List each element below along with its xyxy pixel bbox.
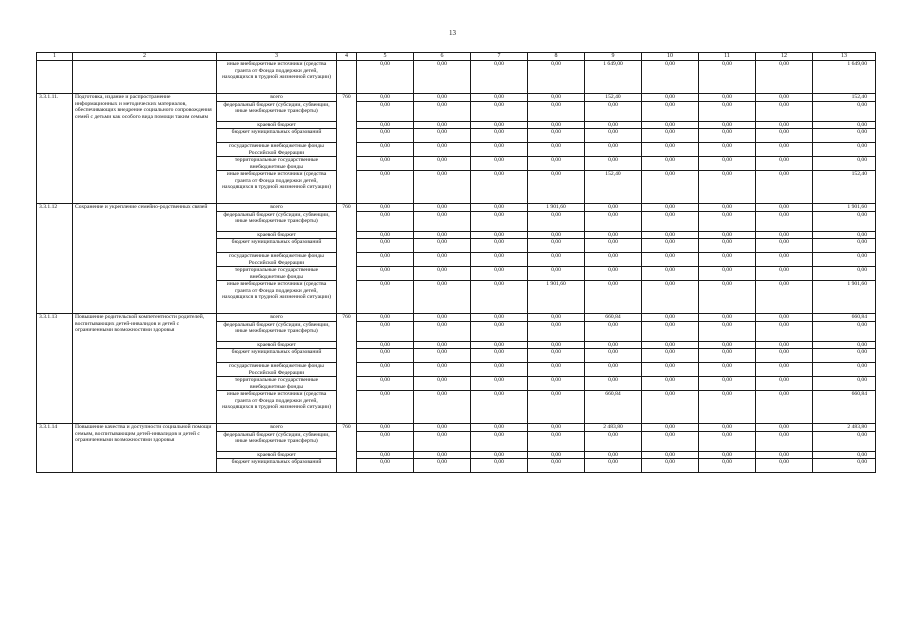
item-name: Подготовка, издание и распространение информационных и методических материалов, обеспечивающих внедрение социального сопровождения семей с детьми как особого вида помощи таким семьям xyxy=(73,94,217,204)
value-cell: 0,00 xyxy=(699,231,756,239)
value-cell: 0,00 xyxy=(585,459,642,473)
value-cell: 0,00 xyxy=(813,267,876,281)
value-cell: 0,00 xyxy=(471,211,528,231)
value-cell: 0,00 xyxy=(471,157,528,171)
value-cell: 0,00 xyxy=(642,211,699,231)
value-cell: 0,00 xyxy=(756,61,813,94)
value-cell: 0,00 xyxy=(585,143,642,157)
value-cell: 0,00 xyxy=(585,231,642,239)
value-cell: 0,00 xyxy=(699,363,756,377)
item-code: 3.3.1.13 xyxy=(37,314,73,424)
funding-source: всего xyxy=(217,204,337,212)
value-cell: 0,00 xyxy=(471,349,528,363)
value-cell: 0,00 xyxy=(414,231,471,239)
value-cell: 0,00 xyxy=(642,129,699,143)
value-cell: 0,00 xyxy=(585,267,642,281)
value-cell: 0,00 xyxy=(642,101,699,121)
value-cell: 1 901,60 xyxy=(813,281,876,314)
column-number: 6 xyxy=(414,53,471,61)
value-cell: 0,00 xyxy=(357,231,414,239)
value-cell: 0,00 xyxy=(756,231,813,239)
funding-source: территориальные государственные внебюджетные фонды xyxy=(217,377,337,391)
value-cell: 0,00 xyxy=(528,121,585,129)
value-cell: 0,00 xyxy=(699,377,756,391)
value-cell: 0,00 xyxy=(813,431,876,451)
value-cell: 0,00 xyxy=(471,94,528,102)
funding-source: федеральный бюджет (субсидии, субвенции, иные межбюджетные трансферты) xyxy=(217,101,337,121)
column-number: 12 xyxy=(756,53,813,61)
budget-table-body xyxy=(37,53,876,473)
value-cell: 0,00 xyxy=(585,204,642,212)
funding-source: территориальные государственные внебюджетные фонды xyxy=(217,267,337,281)
value-cell: 0,00 xyxy=(414,459,471,473)
column-number: 13 xyxy=(813,53,876,61)
value-cell: 0,00 xyxy=(756,157,813,171)
value-cell: 0,00 xyxy=(585,363,642,377)
item-grbs-code: 760 xyxy=(337,94,357,204)
value-cell: 0,00 xyxy=(642,94,699,102)
value-cell: 0,00 xyxy=(699,424,756,432)
value-cell: 0,00 xyxy=(642,341,699,349)
value-cell: 0,00 xyxy=(414,363,471,377)
value-cell: 0,00 xyxy=(357,281,414,314)
item-name: Сохранение и укрепление семейно-родственных связей xyxy=(73,204,217,314)
value-cell: 0,00 xyxy=(813,231,876,239)
value-cell: 0,00 xyxy=(471,431,528,451)
value-cell: 152,40 xyxy=(585,94,642,102)
table-row xyxy=(37,94,876,102)
value-cell: 0,00 xyxy=(756,321,813,341)
value-cell: 0,00 xyxy=(813,101,876,121)
value-cell: 0,00 xyxy=(414,341,471,349)
value-cell: 0,00 xyxy=(642,239,699,253)
funding-source: бюджет муниципальных образований xyxy=(217,239,337,253)
value-cell: 0,00 xyxy=(414,171,471,204)
item-name: Повышение качества и доступности социальной помощи семьям, воспитывающим детей-инвалидов и детей с ограниченными возможностями здоровья xyxy=(73,424,217,473)
funding-source: всего xyxy=(217,314,337,322)
value-cell: 0,00 xyxy=(756,314,813,322)
value-cell: 0,00 xyxy=(756,239,813,253)
value-cell: 0,00 xyxy=(813,157,876,171)
value-cell: 0,00 xyxy=(585,211,642,231)
value-cell: 0,00 xyxy=(471,281,528,314)
item-name: Повышение родительской компетентности родителей, воспитывающих детей-инвалидов и детей с ограниченными возможностями здоровья xyxy=(73,314,217,424)
value-cell: 0,00 xyxy=(414,391,471,424)
value-cell: 0,00 xyxy=(585,451,642,459)
value-cell: 0,00 xyxy=(471,377,528,391)
value-cell: 0,00 xyxy=(699,253,756,267)
empty-cell xyxy=(73,61,217,94)
value-cell: 0,00 xyxy=(471,171,528,204)
value-cell: 0,00 xyxy=(357,377,414,391)
value-cell: 0,00 xyxy=(642,157,699,171)
value-cell: 0,00 xyxy=(357,239,414,253)
value-cell: 0,00 xyxy=(357,171,414,204)
funding-source: иные внебюджетные источники (средства гранта от Фонда поддержки детей, находящихся в трудной жизненной ситуации) xyxy=(217,171,337,204)
value-cell: 0,00 xyxy=(357,101,414,121)
value-cell: 0,00 xyxy=(357,267,414,281)
value-cell: 152,40 xyxy=(813,171,876,204)
value-cell: 0,00 xyxy=(585,129,642,143)
value-cell: 0,00 xyxy=(528,459,585,473)
value-cell: 0,00 xyxy=(528,253,585,267)
value-cell: 0,00 xyxy=(756,129,813,143)
value-cell: 0,00 xyxy=(813,363,876,377)
value-cell: 0,00 xyxy=(357,363,414,377)
empty-cell xyxy=(37,61,73,94)
funding-source: иные внебюджетные источники (средства гранта от Фонда поддержки детей, находящихся в трудной жизненной ситуации) xyxy=(217,61,337,94)
value-cell: 0,00 xyxy=(699,143,756,157)
value-cell: 0,00 xyxy=(414,253,471,267)
item-grbs-code: 760 xyxy=(337,424,357,473)
value-cell: 660,84 xyxy=(813,314,876,322)
value-cell: 0,00 xyxy=(528,431,585,451)
value-cell: 0,00 xyxy=(528,314,585,322)
value-cell: 0,00 xyxy=(357,341,414,349)
value-cell: 0,00 xyxy=(414,349,471,363)
value-cell: 660,84 xyxy=(585,314,642,322)
value-cell: 0,00 xyxy=(528,377,585,391)
funding-source: краевой бюджет xyxy=(217,231,337,239)
value-cell: 0,00 xyxy=(414,121,471,129)
value-cell: 0,00 xyxy=(813,349,876,363)
column-number: 1 xyxy=(37,53,73,61)
value-cell: 0,00 xyxy=(756,451,813,459)
value-cell: 0,00 xyxy=(585,101,642,121)
value-cell: 0,00 xyxy=(756,171,813,204)
value-cell: 0,00 xyxy=(585,349,642,363)
value-cell: 0,00 xyxy=(471,143,528,157)
value-cell: 0,00 xyxy=(642,391,699,424)
value-cell: 0,00 xyxy=(357,253,414,267)
value-cell: 0,00 xyxy=(699,129,756,143)
value-cell: 0,00 xyxy=(471,451,528,459)
value-cell: 0,00 xyxy=(414,101,471,121)
value-cell: 0,00 xyxy=(528,451,585,459)
value-cell: 0,00 xyxy=(528,391,585,424)
value-cell: 0,00 xyxy=(471,101,528,121)
value-cell: 1 901,60 xyxy=(813,204,876,212)
column-number-row xyxy=(37,53,876,61)
value-cell: 0,00 xyxy=(471,204,528,212)
value-cell: 0,00 xyxy=(357,424,414,432)
value-cell: 0,00 xyxy=(357,157,414,171)
value-cell: 0,00 xyxy=(642,431,699,451)
funding-source: бюджет муниципальных образований xyxy=(217,129,337,143)
item-code: 3.3.1.11. xyxy=(37,94,73,204)
value-cell: 0,00 xyxy=(642,281,699,314)
value-cell: 0,00 xyxy=(528,157,585,171)
value-cell: 0,00 xyxy=(528,321,585,341)
value-cell: 0,00 xyxy=(642,451,699,459)
value-cell: 0,00 xyxy=(528,143,585,157)
value-cell: 0,00 xyxy=(414,281,471,314)
value-cell: 660,84 xyxy=(585,391,642,424)
item-grbs-code: 760 xyxy=(337,314,357,424)
column-number: 9 xyxy=(585,53,642,61)
value-cell: 0,00 xyxy=(813,321,876,341)
value-cell: 0,00 xyxy=(414,239,471,253)
value-cell: 1 649,00 xyxy=(585,61,642,94)
value-cell: 0,00 xyxy=(471,129,528,143)
value-cell: 0,00 xyxy=(528,231,585,239)
value-cell: 0,00 xyxy=(699,101,756,121)
value-cell: 2 483,80 xyxy=(813,424,876,432)
funding-source: всего xyxy=(217,424,337,432)
value-cell: 0,00 xyxy=(699,431,756,451)
empty-cell xyxy=(337,61,357,94)
value-cell: 0,00 xyxy=(414,211,471,231)
funding-source: государственные внебюджетные фонды Российской Федерации xyxy=(217,143,337,157)
value-cell: 0,00 xyxy=(528,349,585,363)
value-cell: 0,00 xyxy=(471,459,528,473)
value-cell: 0,00 xyxy=(414,157,471,171)
value-cell: 0,00 xyxy=(357,459,414,473)
funding-source: бюджет муниципальных образований xyxy=(217,459,337,473)
value-cell: 0,00 xyxy=(813,121,876,129)
value-cell: 0,00 xyxy=(756,377,813,391)
value-cell: 0,00 xyxy=(471,267,528,281)
value-cell: 0,00 xyxy=(414,314,471,322)
funding-source: краевой бюджет xyxy=(217,451,337,459)
value-cell: 1 901,60 xyxy=(528,204,585,212)
funding-source: государственные внебюджетные фонды Российской Федерации xyxy=(217,253,337,267)
value-cell: 0,00 xyxy=(357,143,414,157)
value-cell: 0,00 xyxy=(357,121,414,129)
value-cell: 0,00 xyxy=(357,211,414,231)
value-cell: 1 901,60 xyxy=(528,281,585,314)
value-cell: 0,00 xyxy=(642,253,699,267)
value-cell: 0,00 xyxy=(756,267,813,281)
value-cell: 0,00 xyxy=(414,451,471,459)
value-cell: 1 649,00 xyxy=(813,61,876,94)
value-cell: 0,00 xyxy=(756,459,813,473)
value-cell: 0,00 xyxy=(471,424,528,432)
value-cell: 0,00 xyxy=(357,431,414,451)
value-cell: 0,00 xyxy=(471,253,528,267)
value-cell: 0,00 xyxy=(756,391,813,424)
value-cell: 0,00 xyxy=(642,143,699,157)
value-cell: 0,00 xyxy=(471,363,528,377)
value-cell: 0,00 xyxy=(414,61,471,94)
funding-source: федеральный бюджет (субсидии, субвенции, иные межбюджетные трансферты) xyxy=(217,321,337,341)
column-number: 5 xyxy=(357,53,414,61)
value-cell: 0,00 xyxy=(585,321,642,341)
value-cell: 0,00 xyxy=(756,211,813,231)
value-cell: 0,00 xyxy=(642,267,699,281)
value-cell: 660,84 xyxy=(813,391,876,424)
funding-source: территориальные государственные внебюджетные фонды xyxy=(217,157,337,171)
table-row xyxy=(37,424,876,432)
value-cell: 0,00 xyxy=(585,431,642,451)
funding-source: бюджет муниципальных образований xyxy=(217,349,337,363)
value-cell: 0,00 xyxy=(414,321,471,341)
value-cell: 0,00 xyxy=(471,314,528,322)
value-cell: 0,00 xyxy=(528,101,585,121)
value-cell: 0,00 xyxy=(528,61,585,94)
value-cell: 0,00 xyxy=(699,211,756,231)
value-cell: 0,00 xyxy=(414,143,471,157)
value-cell: 0,00 xyxy=(642,171,699,204)
value-cell: 0,00 xyxy=(471,121,528,129)
value-cell: 0,00 xyxy=(357,94,414,102)
funding-source: краевой бюджет xyxy=(217,341,337,349)
value-cell: 0,00 xyxy=(414,424,471,432)
value-cell: 0,00 xyxy=(756,341,813,349)
value-cell: 0,00 xyxy=(414,204,471,212)
value-cell: 0,00 xyxy=(756,281,813,314)
value-cell: 0,00 xyxy=(642,314,699,322)
funding-source: краевой бюджет xyxy=(217,121,337,129)
value-cell: 0,00 xyxy=(699,267,756,281)
item-code: 3.3.1.14 xyxy=(37,424,73,473)
value-cell: 0,00 xyxy=(585,281,642,314)
value-cell: 0,00 xyxy=(585,253,642,267)
value-cell: 0,00 xyxy=(813,211,876,231)
budget-table xyxy=(36,52,876,473)
table-row xyxy=(37,314,876,322)
funding-source: федеральный бюджет (субсидии, субвенции, иные межбюджетные трансферты) xyxy=(217,211,337,231)
funding-source: государственные внебюджетные фонды Российской Федерации xyxy=(217,363,337,377)
value-cell: 0,00 xyxy=(471,321,528,341)
item-grbs-code: 760 xyxy=(337,204,357,314)
value-cell: 0,00 xyxy=(642,61,699,94)
value-cell: 0,00 xyxy=(471,61,528,94)
value-cell: 0,00 xyxy=(756,204,813,212)
value-cell: 0,00 xyxy=(756,101,813,121)
value-cell: 0,00 xyxy=(357,321,414,341)
value-cell: 0,00 xyxy=(699,121,756,129)
column-number: 10 xyxy=(642,53,699,61)
value-cell: 0,00 xyxy=(528,94,585,102)
value-cell: 0,00 xyxy=(528,239,585,253)
value-cell: 0,00 xyxy=(528,424,585,432)
value-cell: 0,00 xyxy=(414,377,471,391)
value-cell: 0,00 xyxy=(642,231,699,239)
value-cell: 0,00 xyxy=(471,391,528,424)
value-cell: 0,00 xyxy=(357,61,414,94)
value-cell: 0,00 xyxy=(471,239,528,253)
value-cell: 0,00 xyxy=(699,157,756,171)
funding-source: федеральный бюджет (субсидии, субвенции, иные межбюджетные трансферты) xyxy=(217,431,337,451)
value-cell: 0,00 xyxy=(813,143,876,157)
column-number: 11 xyxy=(699,53,756,61)
value-cell: 0,00 xyxy=(699,451,756,459)
table-row xyxy=(37,204,876,212)
value-cell: 0,00 xyxy=(642,321,699,341)
table-row xyxy=(37,61,876,94)
funding-source: иные внебюджетные источники (средства гранта от Фонда поддержки детей, находящихся в трудной жизненной ситуации) xyxy=(217,281,337,314)
value-cell: 0,00 xyxy=(528,341,585,349)
funding-source: иные внебюджетные источники (средства гранта от Фонда поддержки детей, находящихся в трудной жизненной ситуации) xyxy=(217,391,337,424)
value-cell: 0,00 xyxy=(471,341,528,349)
value-cell: 0,00 xyxy=(699,321,756,341)
value-cell: 0,00 xyxy=(414,94,471,102)
value-cell: 0,00 xyxy=(756,94,813,102)
value-cell: 0,00 xyxy=(357,129,414,143)
value-cell: 0,00 xyxy=(813,377,876,391)
value-cell: 0,00 xyxy=(813,239,876,253)
value-cell: 0,00 xyxy=(756,363,813,377)
value-cell: 0,00 xyxy=(357,314,414,322)
item-code: 3.3.1.12 xyxy=(37,204,73,314)
value-cell: 0,00 xyxy=(699,281,756,314)
value-cell: 0,00 xyxy=(642,349,699,363)
value-cell: 0,00 xyxy=(699,171,756,204)
funding-source: всего xyxy=(217,94,337,102)
value-cell: 0,00 xyxy=(357,204,414,212)
value-cell: 0,00 xyxy=(756,424,813,432)
value-cell: 0,00 xyxy=(528,211,585,231)
value-cell: 0,00 xyxy=(756,253,813,267)
value-cell: 152,40 xyxy=(585,171,642,204)
value-cell: 0,00 xyxy=(357,391,414,424)
value-cell: 0,00 xyxy=(585,121,642,129)
value-cell: 0,00 xyxy=(528,363,585,377)
value-cell: 0,00 xyxy=(756,121,813,129)
value-cell: 0,00 xyxy=(642,459,699,473)
value-cell: 0,00 xyxy=(357,349,414,363)
value-cell: 0,00 xyxy=(699,204,756,212)
value-cell: 0,00 xyxy=(813,341,876,349)
value-cell: 0,00 xyxy=(528,171,585,204)
value-cell: 0,00 xyxy=(585,239,642,253)
page-number: 13 xyxy=(449,29,456,37)
value-cell: 152,40 xyxy=(813,94,876,102)
value-cell: 0,00 xyxy=(642,121,699,129)
column-number: 8 xyxy=(528,53,585,61)
value-cell: 0,00 xyxy=(699,341,756,349)
value-cell: 0,00 xyxy=(756,431,813,451)
column-number: 7 xyxy=(471,53,528,61)
column-number: 4 xyxy=(337,53,357,61)
value-cell: 0,00 xyxy=(699,459,756,473)
value-cell: 0,00 xyxy=(756,143,813,157)
value-cell: 0,00 xyxy=(357,451,414,459)
value-cell: 0,00 xyxy=(642,424,699,432)
value-cell: 0,00 xyxy=(585,377,642,391)
value-cell: 0,00 xyxy=(813,451,876,459)
value-cell: 0,00 xyxy=(471,231,528,239)
value-cell: 0,00 xyxy=(813,129,876,143)
column-number: 3 xyxy=(217,53,337,61)
value-cell: 0,00 xyxy=(585,157,642,171)
value-cell: 0,00 xyxy=(414,129,471,143)
value-cell: 0,00 xyxy=(813,253,876,267)
value-cell: 0,00 xyxy=(699,314,756,322)
value-cell: 0,00 xyxy=(642,204,699,212)
value-cell: 0,00 xyxy=(642,377,699,391)
value-cell: 0,00 xyxy=(528,267,585,281)
value-cell: 0,00 xyxy=(699,391,756,424)
value-cell: 0,00 xyxy=(699,239,756,253)
value-cell: 0,00 xyxy=(699,61,756,94)
value-cell: 0,00 xyxy=(414,267,471,281)
value-cell: 0,00 xyxy=(699,94,756,102)
value-cell: 0,00 xyxy=(699,349,756,363)
value-cell: 0,00 xyxy=(642,363,699,377)
value-cell: 0,00 xyxy=(756,349,813,363)
value-cell: 2 483,80 xyxy=(585,424,642,432)
value-cell: 0,00 xyxy=(414,431,471,451)
value-cell: 0,00 xyxy=(528,129,585,143)
value-cell: 0,00 xyxy=(813,459,876,473)
column-number: 2 xyxy=(73,53,217,61)
value-cell: 0,00 xyxy=(585,341,642,349)
